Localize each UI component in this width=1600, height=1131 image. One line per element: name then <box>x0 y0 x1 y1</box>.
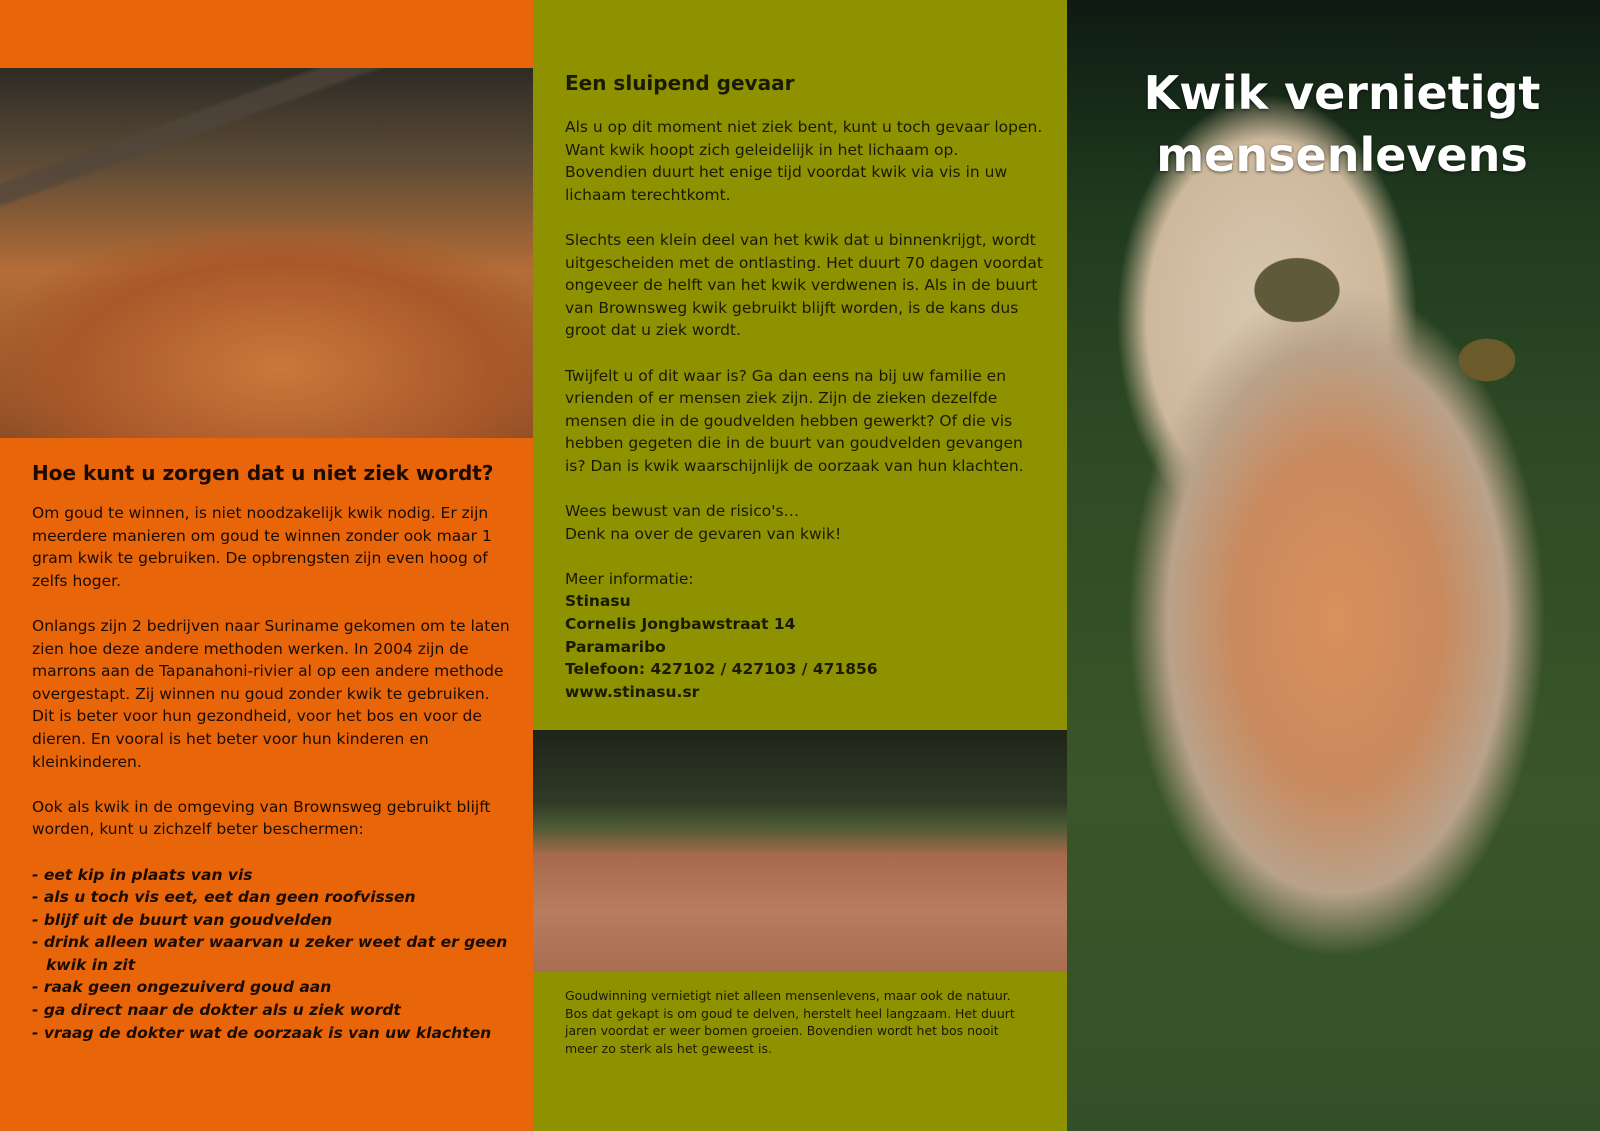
photo-caption: Goudwinning vernietigt niet alleen mensenlevens, maar ook de natuur. Bos dat gekapt is om goud te delven, herstelt heel langzaam. Het duurt jaren voordat er weer bomen groeien. Bovendien wordt het bos nooit meer zo sterk als het geweest is. <box>565 988 1015 1056</box>
left-panel <box>0 0 533 1131</box>
tip-item: - vraag de dokter wat de oorzaak is van uw klachten <box>32 1023 492 1042</box>
warning-line: Wees bewust van de risico's… <box>565 502 800 521</box>
title-line: Kwik vernietigt <box>1143 66 1541 120</box>
middle-paragraph: Twijfelt u of dit waar is? Ga dan eens na bij uw familie en vrienden of er mensen ziek zijn. Zijn de zieken dezelfde mensen die in de goudvelden hebben gewerkt? Of die vis hebben gegeten die in de buurt van goudvelden gevangen is? Dan is kwik waarschijnlijk de oorzaak van hun klachten. <box>565 366 1024 475</box>
gold-mining-workers-photo <box>0 68 533 438</box>
tip-item: - als u toch vis eet, eet dan geen roofvissen <box>32 888 416 907</box>
website-link[interactable]: www.stinasu.sr <box>565 682 700 701</box>
aerial-mining-photo-panel <box>1067 0 1600 1131</box>
deforested-site-photo <box>533 730 1067 972</box>
org-name: Stinasu <box>565 592 631 611</box>
left-paragraph: Ook als kwik in de omgeving van Brownsweg gebruikt blijft worden, kunt u zichzelf beter beschermen: <box>32 797 491 839</box>
left-paragraph: Om goud te winnen, is niet noodzakelijk kwik nodig. Er zijn meerdere manieren om goud te winnen zonder ook maar 1 gram kwik te gebruiken. De opbrengsten zijn even hoog of zelfs hoger. <box>32 504 492 590</box>
middle-heading: Een sluipend gevaar <box>565 71 795 95</box>
info-label: Meer informatie: <box>565 569 694 588</box>
tip-item: - drink alleen water waarvan u zeker weet dat er geen kwik in zit <box>32 933 508 974</box>
middle-paragraph: Slechts een klein deel van het kwik dat u binnenkrijgt, wordt uitgescheiden met de ontlasting. Het duurt 70 dagen voordat ongeveer de helft van het kwik verdwenen is. Als in de buurt van Brownsweg kwik gebruikt blijft worden, is de kans dus groot dat u ziek wordt. <box>565 230 1043 340</box>
left-paragraph: Onlangs zijn 2 bedrijven naar Suriname gekomen om te laten zien hoe deze andere methoden werken. In 2004 zijn de marrons aan de Tapanahoni-rivier al op een andere methode overgestapt. Zij winnen nu goud zonder kwik te gebruiken. Dit is beter voor hun gezondheid, voor het bos en voor de dieren. En vooral is het beter voor hun kinderen en kleinkinderen. <box>32 616 510 771</box>
tip-item: - eet kip in plaats van vis <box>32 865 253 884</box>
left-heading: Hoe kunt u zorgen dat u niet ziek wordt? <box>32 461 494 485</box>
city: Paramaribo <box>565 637 666 656</box>
warning-line: Denk na over de gevaren van kwik! <box>565 524 842 543</box>
tip-item: - blijf uit de buurt van goudvelden <box>32 910 333 929</box>
contact-info <box>565 568 1045 704</box>
middle-panel <box>533 0 1067 1131</box>
phone: Telefoon: 427102 / 427103 / 471856 <box>565 660 878 679</box>
tip-item: - raak geen ongezuiverd goud aan <box>32 978 332 997</box>
tips-list <box>32 864 512 1045</box>
street-address: Cornelis Jongbawstraat 14 <box>565 615 796 634</box>
middle-paragraph: Als u op dit moment niet ziek bent, kunt u toch gevaar lopen. Want kwik hoopt zich geleidelijk in het lichaam op. Bovendien duurt het enige tijd voordat kwik via vis in uw lichaam terechtkomt. <box>565 118 1043 204</box>
title-line: mensenlevens <box>1156 128 1528 182</box>
tip-item: - ga direct naar de dokter als u ziek wordt <box>32 1001 401 1020</box>
cover-title <box>1127 62 1557 186</box>
